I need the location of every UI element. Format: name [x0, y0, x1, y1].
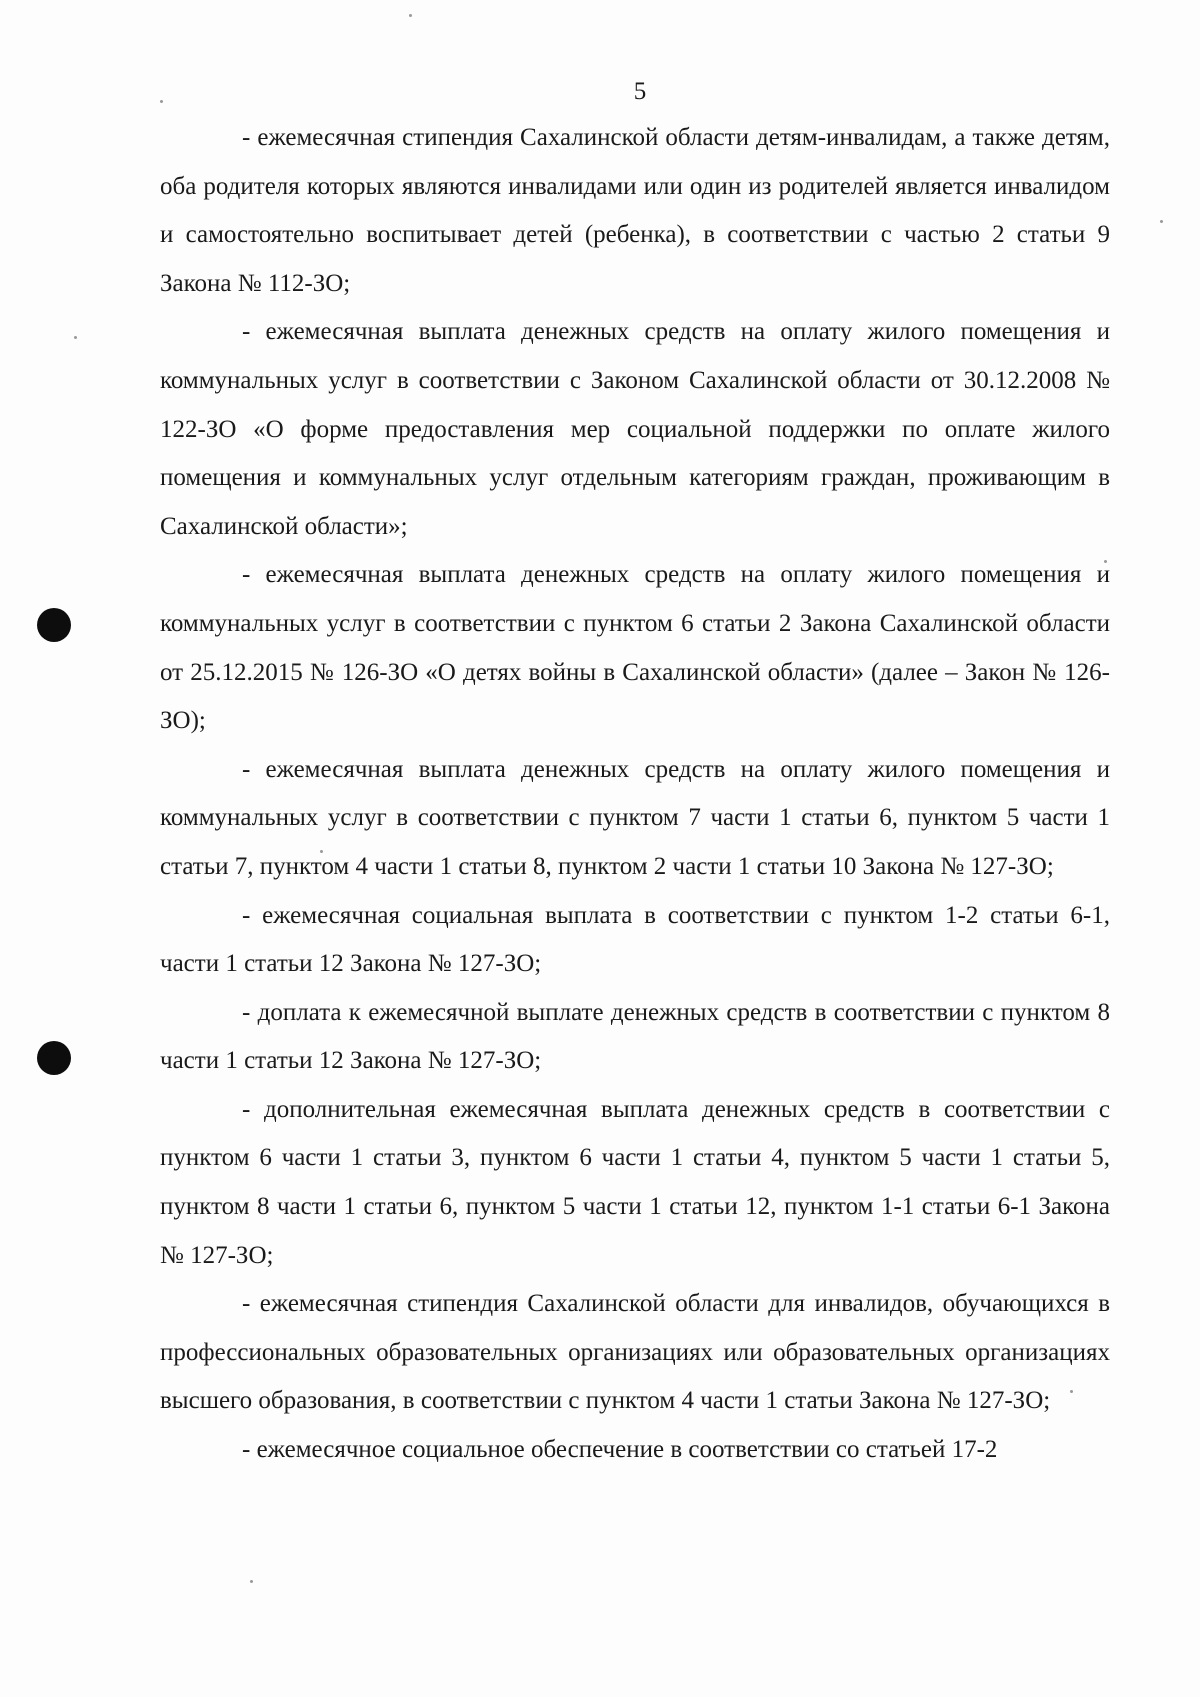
document-body [160, 114, 1110, 1475]
paragraph-2: - ежемесячная выплата денежных средств на оплату жилого помещения и коммунальных услуг в соответствии с Законом Сахалинской области от 30.12.2008 № 122-ЗО «О форме предоставления мер социальной поддержки по оплате жилого помещения и коммунальных услуг отдельным категориям граждан, проживающим в Сахалинской области»; [160, 318, 1110, 540]
punch-hole-top [37, 608, 71, 642]
scan-speck [1160, 220, 1163, 223]
scan-speck [250, 1580, 253, 1583]
scan-speck [74, 336, 77, 339]
paragraph-8: - ежемесячная стипендия Сахалинской области для инвалидов, обучающихся в профессиональных образовательных организациях или образовательных организациях высшего образования, в соответствии с пунктом 4 части 1 статьи Закона № 127-ЗО; [160, 1290, 1110, 1415]
paragraph-4: - ежемесячная выплата денежных средств на оплату жилого помещения и коммунальных услуг в соответствии с пунктом 7 части 1 статьи 6, пунктом 5 части 1 статьи 7, пунктом 4 части 1 статьи 8, пунктом 2 части 1 статьи 10 Закона № 127-ЗО; [160, 755, 1110, 880]
paragraph-9: - ежемесячное социальное обеспечение в соответствии со статьей 17-2 [242, 1436, 998, 1464]
paragraph-3: - ежемесячная выплата денежных средств на оплату жилого помещения и коммунальных услуг в соответствии с пунктом 6 статьи 2 Закона Сахалинской области от 25.12.2015 № 126-ЗО «О детях войны в Сахалинской области» (далее – Закон № 126-ЗО); [160, 561, 1110, 735]
paragraph-5: - ежемесячная социальная выплата в соответствии с пунктом 1-2 статьи 6-1, части 1 статьи 12 Закона № 127-ЗО; [160, 901, 1110, 978]
page-number: 5 [633, 78, 647, 105]
punch-hole-bottom [37, 1041, 71, 1075]
scan-speck [160, 100, 163, 103]
scan-speck [409, 14, 412, 17]
paragraph-1: - ежемесячная стипендия Сахалинской области детям-инвалидам, а также детям, оба родителя которых являются инвалидами или один из родителей является инвалидом и самостоятельно воспитывает детей (ребенка), в соответствии с частью 2 статьи 9 Закона № 112-ЗО; [160, 124, 1110, 297]
paragraph-7: - дополнительная ежемесячная выплата денежных средств в соответствии с пунктом 6 части 1 статьи 3, пунктом 6 части 1 статьи 4, пунктом 5 части 1 статьи 5, пунктом 8 части 1 статьи 6, пунктом 5 части 1 статьи 12, пунктом 1-1 статьи 6-1 Закона № 127-ЗО; [160, 1095, 1110, 1269]
paragraph-6: - доплата к ежемесячной выплате денежных средств в соответствии с пунктом 8 части 1 статьи 12 Закона № 127-ЗО; [160, 998, 1110, 1075]
